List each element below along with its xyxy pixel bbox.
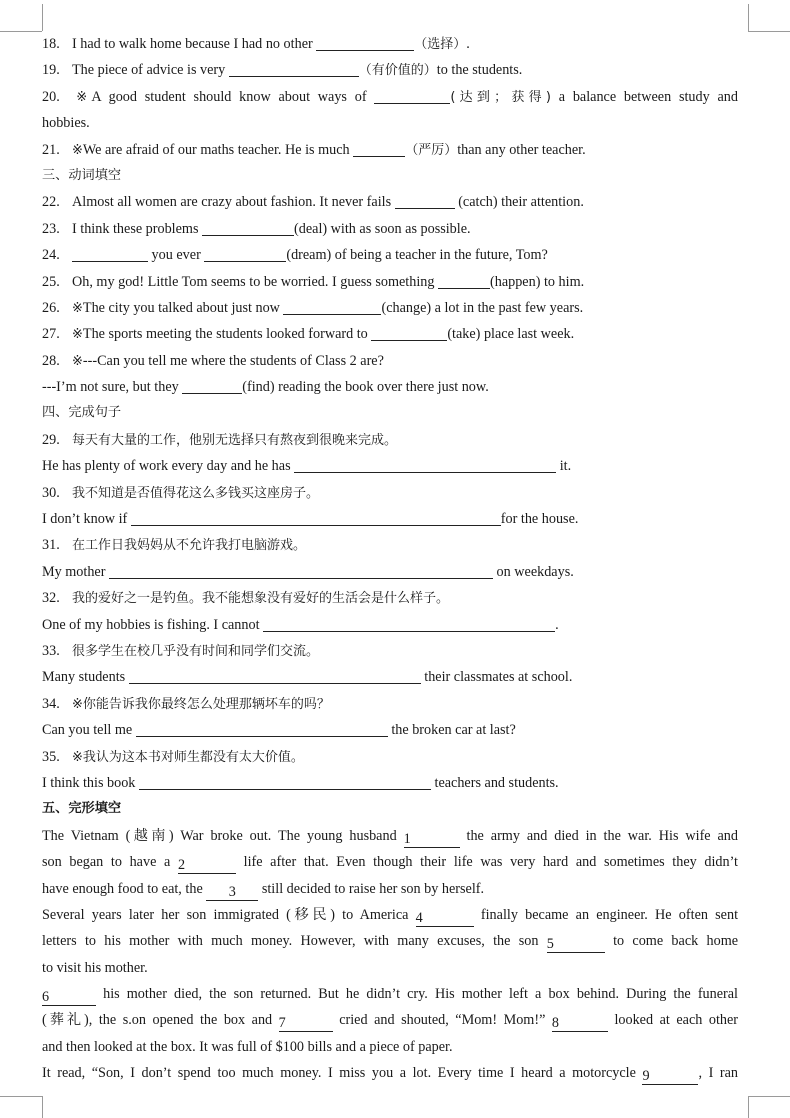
question-text: The piece of advice is very [72,62,226,79]
question-text: ---Can you tell me where the students of Class 2 are? [82,352,384,369]
chinese-prompt: ※我认为这本书对师生都没有太大价值。 [72,749,304,765]
star-mark: ※ [72,327,83,343]
question-21 [42,137,738,163]
question-number: 22. [42,194,60,211]
question-number: 21. [42,141,60,158]
answer-blank[interactable] [182,376,242,394]
question-23 [42,216,738,242]
question-34-prompt [42,691,738,717]
question-text-after: (find) reading the book over there just now. [242,379,489,396]
question-text-continued: hobbies. [42,115,90,132]
question-text: I think these problems [72,220,199,237]
chinese-prompt: ※你能告诉我你最终怎么处理那辆坏车的吗？ [72,696,330,712]
cloze-text: finally became an engineer. He often sent [480,906,739,923]
question-32-answer-line [42,612,738,638]
document-page [42,31,738,1087]
question-text-after: to the students. [436,62,523,79]
star-mark: ※ [72,89,92,105]
chinese-prompt: 我不知道是否值得花这么多钱买这座房子。 [72,485,320,501]
star-mark: ※ [72,353,83,369]
question-32-prompt [42,585,738,611]
cloze-blank-9[interactable]: 9 [642,1067,698,1085]
star-mark: ※ [72,142,83,158]
question-31-prompt [42,532,738,558]
question-30-prompt [42,480,738,506]
question-19 [42,57,738,83]
cloze-blank-4[interactable]: 4 [416,909,474,927]
cloze-line-4 [42,902,738,928]
answer-blank[interactable] [129,666,421,684]
answer-blank[interactable] [374,86,450,104]
sentence-end: it. [559,458,572,475]
question-number: 23. [42,220,60,237]
question-text-after: (deal) with as soon as possible. [294,220,471,237]
star-mark: ※ [72,300,83,316]
question-number: 24. [42,247,60,264]
sentence-end: their classmates at school. [424,669,573,686]
question-text-after: (take) place last week. [447,326,575,343]
question-text: The sports meeting the students looked forward to [82,326,368,343]
question-28-response [42,374,738,400]
cloze-blank-6[interactable]: 6 [42,988,96,1006]
crop-mark-br-v [748,1096,749,1118]
question-number: 27. [42,326,60,343]
cloze-line-7 [42,981,738,1007]
hint-text: （有价值的） [358,63,437,79]
cloze-line-9 [42,1034,738,1060]
sentence-end: teachers and students. [434,774,559,791]
crop-mark-bl-h [0,1096,42,1097]
question-22 [42,189,738,215]
answer-blank[interactable] [202,218,294,236]
question-text: A good student should know about ways of [91,88,367,105]
cloze-line-3 [42,876,738,902]
chinese-prompt: 在工作日我妈妈从不允许我打电脑游戏。 [72,538,307,554]
question-34-answer-line [42,717,738,743]
chinese-prompt: 我的爱好之一是钓鱼。我不能想象没有爱好的生活会是什么样子。 [72,591,450,607]
answer-blank[interactable] [294,455,556,473]
question-number: 32. [42,590,60,607]
question-text-after: (dream) of being a teacher in the future, Tom? [286,247,548,264]
answer-blank[interactable] [263,614,555,632]
question-text: The city you talked about just now [82,299,280,316]
question-35-prompt [42,744,738,770]
answer-blank[interactable] [139,772,431,790]
question-24 [42,242,738,268]
question-20-continued [42,110,738,136]
hint-text: （严厉） [405,142,458,158]
sentence-start: I don’t know if [42,511,128,528]
cloze-text: and then looked at the box. It was full of $100 bills and a piece of paper. [42,1038,453,1055]
cloze-text: letters to his mother with much money. However, with many excuses, [42,933,485,950]
crop-mark-tr-v [748,4,749,31]
question-text: you ever [151,247,201,264]
question-number: 18. [42,36,60,52]
hint-text: （选择） [414,37,467,52]
question-text: We are afraid of our maths teacher. He is much [82,141,350,158]
sentence-start: One of my hobbies is fishing. I cannot [42,616,260,633]
question-29-answer-line [42,453,738,479]
crop-mark-bl-v [42,1096,43,1118]
section-title-verb-fill: 三、动词填空 [42,167,122,183]
question-number: 30. [42,484,60,501]
question-33-prompt [42,638,738,664]
cloze-blank-7[interactable]: 7 [279,1014,333,1032]
cloze-text: The Vietnam (越南) War broke out. The young husband [42,827,397,844]
cloze-text: It read, “Son, I don’t spend too much money. I miss you a lot. Every time I heard a motorcycle [42,1065,636,1082]
cloze-line-6 [42,955,738,981]
section-title-complete-sentences: 四、完成句子 [42,405,122,421]
question-25 [42,269,738,295]
answer-blank[interactable] [109,561,493,579]
crop-mark-tl-v [42,4,43,31]
sentence-start: He has plenty of work every day and he has [42,458,291,475]
cloze-text: the son [493,933,539,950]
question-30-answer-line [42,506,738,532]
question-number: 31. [42,537,60,554]
question-text: Oh, my god! Little Tom seems to be worried. I guess something [72,273,435,290]
crop-mark-tr-h [748,31,790,32]
crop-mark-br-h [748,1096,790,1097]
question-text-after: (happen) to him. [490,273,585,290]
answer-blank-1[interactable] [72,244,148,262]
cloze-text: still decided to raise her son by herself. [261,880,485,897]
sentence-end: . [555,616,559,633]
sentence-end: for the house. [500,511,579,528]
cloze-text: to come back home [613,933,739,950]
cloze-text: (葬礼), the s.on opened the box and [42,1012,273,1029]
cloze-blank-2[interactable]: 2 [178,856,236,874]
cloze-text: cried and shouted, “Mom! Mom!” [339,1012,546,1029]
cloze-text: , I ran [698,1065,738,1082]
sentence-start: I think this book [42,774,136,791]
question-number: 35. [42,748,60,765]
question-number: 25. [42,273,60,290]
sentence-start: My mother [42,563,106,580]
answer-blank-2[interactable] [204,244,286,262]
question-number: 19. [42,62,60,79]
cloze-text: have enough food to eat, the [42,880,203,897]
sentence-start: Many students [42,669,126,686]
question-26 [42,295,738,321]
question-number: 26. [42,299,60,316]
question-33-answer-line [42,664,738,690]
answer-blank[interactable] [136,719,388,737]
question-18 [42,31,738,57]
answer-blank[interactable] [131,508,501,526]
question-number: 33. [42,642,60,659]
question-text-after: than any other teacher. [457,141,586,158]
question-text: Almost all women are crazy about fashion. It never fails [72,194,392,211]
question-number: 28. [42,352,60,369]
cloze-blank-8[interactable]: 8 [552,1014,608,1032]
cloze-text: the army and died in the war. His wife and [466,827,738,844]
answer-blank[interactable] [438,271,490,289]
cloze-line-10 [42,1060,738,1086]
cloze-text: Several years later her son immigrated (移民) to America [42,906,409,923]
crop-mark-tl-h [0,31,42,32]
cloze-text: looked at each other [614,1012,739,1029]
answer-blank[interactable] [395,191,455,209]
question-text: I had to walk home because I had no other [72,36,313,52]
cloze-text: his mother died, the son returned. But he didn’t cry. His mother left a box behind. During the funeral [103,986,739,1003]
question-text-after: (change) a lot in the past few years. [381,299,584,316]
question-number: 20. [42,88,60,105]
question-text-after: a balance between study and [558,88,738,105]
hint-text: (达到；获得) [450,89,551,105]
cloze-blank-5[interactable]: 5 [547,935,605,953]
cloze-text: son began to have a [42,854,171,871]
cloze-line-8 [42,1007,738,1033]
sentence-end: the broken car at last? [391,722,516,739]
answer-blank[interactable] [353,139,405,157]
answer-blank[interactable] [316,33,414,51]
question-29-prompt [42,427,738,453]
cloze-text: life after that. Even though their life was very hard and sometimes they didn’t [243,854,739,871]
cloze-line-2 [42,849,738,875]
question-end: . [466,36,470,52]
cloze-line-5 [42,928,738,954]
section-title-cloze: 五、完形填空 [42,801,122,817]
sentence-end: on weekdays. [496,563,574,580]
chinese-prompt: 每天有大量的工作，他别无选择只有熬夜到很晚来完成。 [72,432,398,448]
sentence-start: Can you tell me [42,722,133,739]
question-27 [42,321,738,347]
cloze-blank-3[interactable]: 3 [206,883,258,901]
chinese-prompt: 很多学生在校几乎没有时间和同学们交流。 [72,643,320,659]
question-number: 29. [42,431,60,448]
question-20 [42,84,738,110]
question-end: . [580,194,584,211]
question-text-response: ---I’m not sure, but they [42,379,179,396]
cloze-line-1 [42,823,738,849]
answer-blank[interactable] [283,297,381,315]
question-text-after: (catch) their attention [458,194,581,211]
answer-blank[interactable] [371,323,447,341]
question-31-answer-line [42,559,738,585]
question-35-answer-line [42,770,738,796]
cloze-blank-1[interactable]: 1 [404,830,460,848]
answer-blank[interactable] [229,59,359,77]
question-28 [42,348,738,374]
cloze-text: to visit his mother. [42,959,148,976]
question-number: 34. [42,695,60,712]
